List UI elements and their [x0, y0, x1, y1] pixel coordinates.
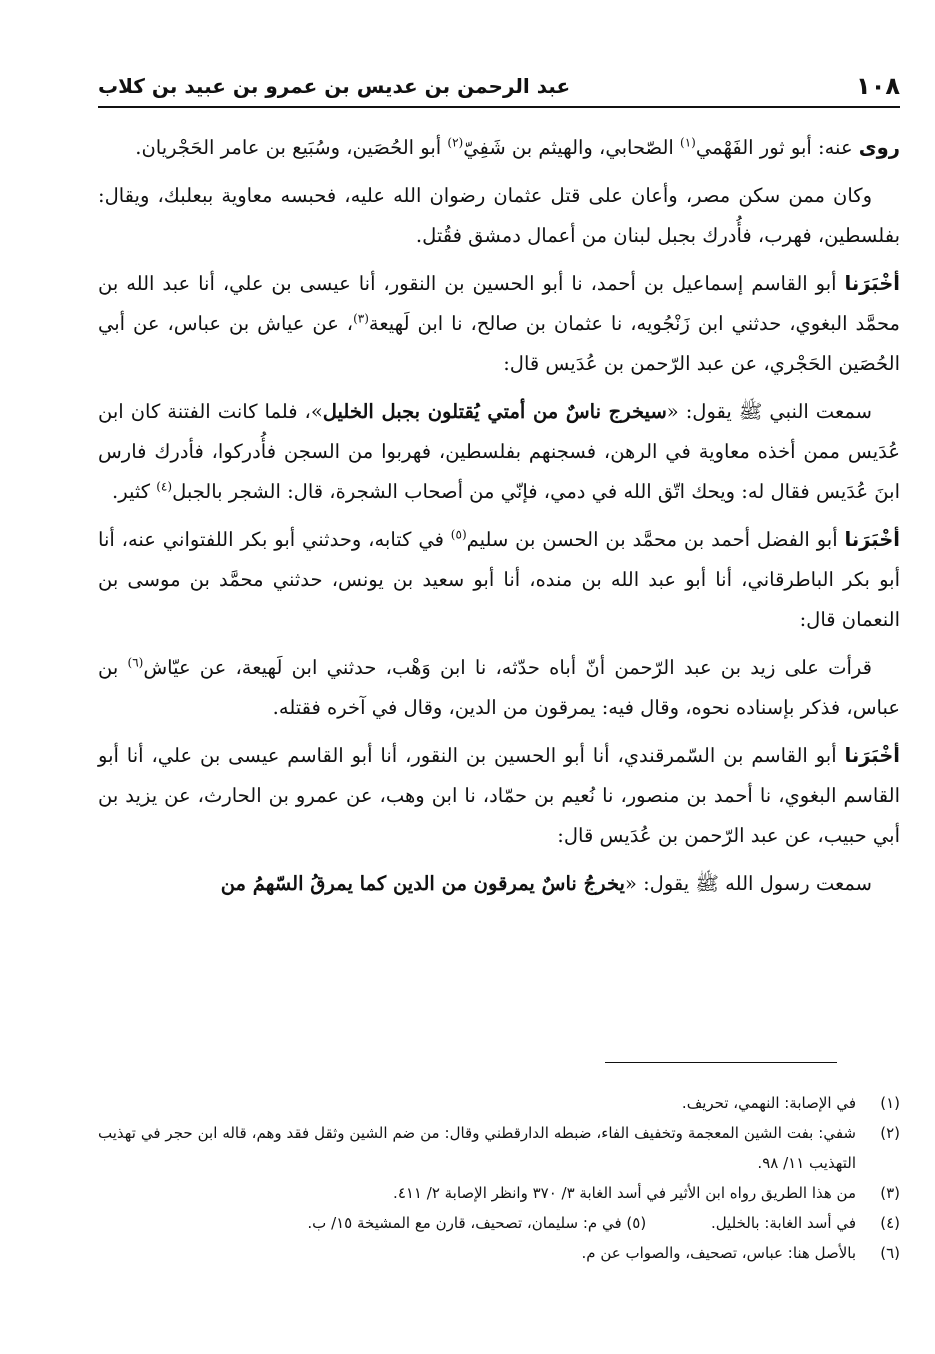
text-segment: سمعت النبي ﷺ يقول: «	[666, 400, 872, 423]
text-segment: ، عن عياش بن عباس، عن أبي الحُصَين الحَجْري، عن عبد الرّحمن بن عُدَيس قال:	[98, 312, 900, 375]
lead-word: أخْبَرَنا	[844, 528, 900, 551]
footnote-item	[98, 1208, 900, 1238]
footnote-ref: (٦)	[127, 655, 144, 670]
paragraph-biography	[98, 176, 900, 256]
text-segment: في كتابه، وحدثني أبو بكر اللفتواني عنه، أنا أبو بكر الباطرقاني، أنا أبو عبد الله بن منده، أنا أبو سعيد بن يونس، حدثني محمَّد بن موسى بن النعمان قال:	[98, 528, 900, 631]
text-segment: عنه: أبو ثور الفَهْمي	[695, 136, 859, 159]
hadith-text: سيخرج ناسٌ من أمتي يُقتلون بجبل الخليل	[322, 400, 667, 423]
footnote-text-part: في أسد الغابة: بالخليل.	[710, 1214, 856, 1232]
footnote-text: بالأصل هنا: عباس، تصحيف، والصواب عن م.	[581, 1244, 856, 1262]
footnote-item	[98, 1238, 900, 1268]
text-segment: أبو القاسم إسماعيل بن أحمد، نا أبو الحسين بن النقور، أنا عيسى بن علي، أنا عبد الله بن محمَّد البغوي، حدثني ابن زَنْجُويه، نا عثمان بن صالح، نا ابن لَهيعة	[98, 272, 901, 335]
paragraph-reading	[98, 648, 900, 728]
lead-word: أخْبَرَنا	[844, 272, 900, 295]
footnote-ref: (٥)	[450, 527, 467, 542]
footnote-number: (٤)	[880, 1214, 900, 1232]
paragraph-hadith-1	[98, 392, 900, 512]
text-segment: قرأت على زيد بن عبد الرّحمن أنّ أباه حدّثه، نا ابن وَهْب، حدثني ابن لَهيعة، عن عيّاش	[143, 656, 872, 679]
lead-word: أخْبَرَنا	[844, 744, 900, 767]
footnote-text: في الإصابة: النهمي، تحريف.	[681, 1094, 856, 1112]
paragraph-isnad-3	[98, 736, 900, 856]
hadith-text: يخرجُ ناسٌ يمرقون من الدين كما يمرقُ السّهمُ من	[220, 872, 625, 895]
running-title: عبد الرحمن بن عديس بن عمرو بن عبيد بن كلاب	[98, 74, 571, 98]
paragraph-narrators	[98, 128, 900, 168]
text-segment: سمعت رسول الله ﷺ يقول: «	[624, 872, 872, 895]
page-header	[98, 66, 900, 106]
page-number: ١٠٨	[856, 72, 900, 100]
text-segment: »، فلما كانت الفتنة كان ابن عُدَيس ممن أخذه معاوية في الرهن، فسجنهم بفلسطين، فهربوا من السجن فأُدركوا، فأدرك فارس ابنَ عُدَيس فقال له: ويحك اتّق الله في دمي، فإنّي من أصحاب الشجرة، قال: الشجر بالجبل	[98, 400, 900, 503]
footnote-text-part: في م: سليمان، تصحيف، قارن مع المشيخة ١٥/ ب.	[307, 1214, 622, 1232]
paragraph-isnad-2	[98, 520, 900, 640]
footnote-ref: (١)	[680, 135, 696, 150]
footnote-number: (٣)	[880, 1184, 900, 1202]
text-segment: أبو الحُصَين، وسُبَيع بن عامر الحَجْريان.	[135, 136, 448, 159]
paragraph-isnad-1	[98, 264, 900, 384]
footnote-number: (٦)	[880, 1244, 900, 1262]
text-segment: وكان ممن سكن مصر، وأعان على قتل عثمان رضوان الله عليه، فحبسه معاوية ببعلبك، ويقال: بفلسطين، فهرب، فأُدرك بجبل لبنان من أعمال دمشق فقُتل.	[98, 184, 900, 247]
footnote-number: (١)	[880, 1094, 900, 1112]
text-segment: بن عباس، فذكر بإسناده نحوه، وقال فيه: يمرقون من الدين، وقال في آخره فقتله.	[98, 656, 900, 719]
text-segment: أبو القاسم بن السّمرقندي، أنا أبو الحسين بن النقور، أنا أبو القاسم عيسى بن علي، أنا أبو القاسم البغوي، نا أحمد بن منصور، نا نُعيم بن حمّاد، نا ابن وهب، عن عمرو بن الحارث، عن يزيد بن أبي حبيب، عن عبد الرّحمن بن عُدَيس قال:	[98, 744, 900, 847]
header-rule	[98, 106, 900, 108]
footnote-item	[98, 1088, 900, 1118]
footnote-item	[98, 1178, 900, 1208]
text-segment: الصّحابي، والهيثم بن شَفِيّ	[463, 136, 681, 159]
footnote-number: (٢)	[880, 1124, 900, 1142]
main-text	[98, 128, 900, 912]
footnote-item	[98, 1118, 900, 1178]
footnote-text: من هذا الطريق رواه ابن الأثير في أسد الغابة ٣/ ٣٧٠ وانظر الإصابة ٢/ ٤١١.	[393, 1184, 856, 1202]
footnote-rule	[605, 1062, 837, 1063]
text-segment: كثير.	[112, 480, 157, 503]
footnote-text	[98, 1208, 856, 1238]
footnote-text: شفي: بفت الشين المعجمة وتخفيف الفاء، ضبطه الدارقطني وقال: من ضم الشين وثقل فقد وهم، قاله ابن حجر في تهذيب التهذيب ١١/ ٩٨.	[98, 1124, 856, 1172]
paragraph-hadith-2	[98, 864, 900, 904]
text-segment: أبو الفضل أحمد بن محمَّد بن الحسن بن سليم	[466, 528, 845, 551]
footnote-ref: (٣)	[353, 311, 369, 326]
footnote-ref: (٤)	[156, 479, 173, 494]
footnotes	[98, 1088, 900, 1268]
footnote-ref: (٢)	[447, 135, 464, 150]
footnote-number: (٥)	[626, 1214, 647, 1232]
lead-word: روى	[858, 136, 900, 159]
